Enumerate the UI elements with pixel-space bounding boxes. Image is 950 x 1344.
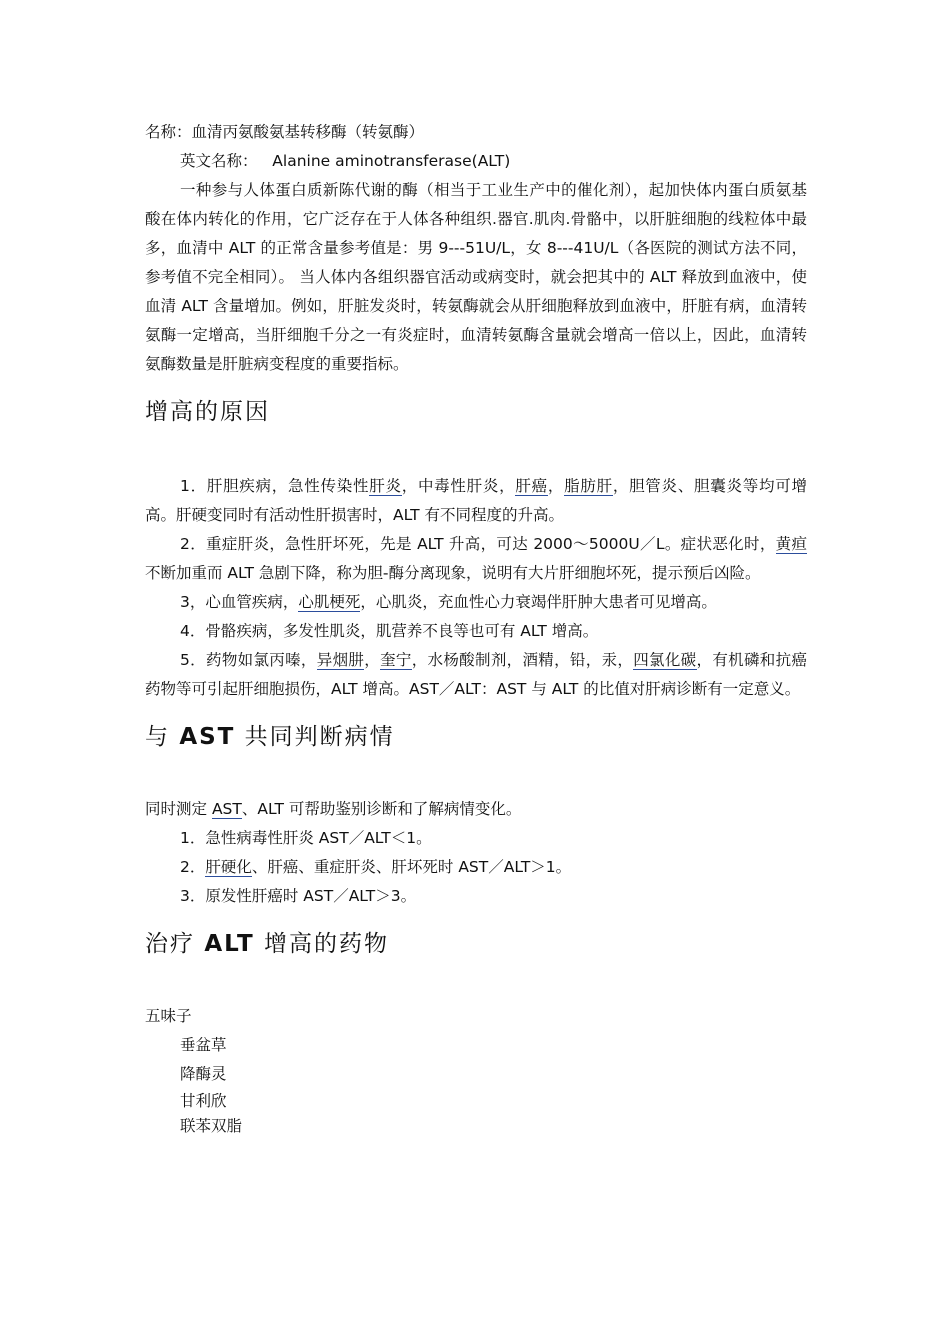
text-segment: ，水杨酸制剂，酒精，铅，汞， bbox=[411, 651, 634, 669]
link-carbon-tetrachloride[interactable]: 四氯化碳 bbox=[633, 651, 697, 669]
cause-item-1 bbox=[145, 472, 807, 530]
heading-text: 增高的药物 bbox=[254, 931, 389, 957]
heading-text: 共同判断病情 bbox=[235, 724, 395, 750]
link-quinine[interactable]: 奎宁 bbox=[380, 651, 412, 669]
english-name-label: 英文名称： bbox=[180, 152, 258, 170]
name-line: 名称：血清丙氨酸氨基转移酶（转氨酶） bbox=[145, 123, 425, 141]
link-ast[interactable]: AST bbox=[211, 800, 242, 818]
cause-item-5 bbox=[145, 646, 807, 704]
text-segment: 1．肝胆疾病，急性传染性 bbox=[180, 477, 370, 495]
text-segment: 3，心血管疾病， bbox=[180, 593, 299, 611]
causes-heading: 增高的原因 bbox=[145, 399, 270, 425]
ast-item-3: 3．原发性肝癌时 AST／ALT＞3。 bbox=[180, 887, 417, 905]
link-myocardial-infarction[interactable]: 心肌梗死 bbox=[298, 593, 361, 611]
heading-bold-text: ALT bbox=[204, 931, 255, 957]
text-segment: ，有机磷和抗癌药物等可引起肝细胞损伤，ALT 增高。AST／ALT：AST 与 ALT 的比值对肝病诊断有一定意义。 bbox=[145, 651, 807, 698]
text-segment: 、肝癌、重症肝炎、肝坏死时 AST／ALT＞1。 bbox=[251, 858, 572, 876]
link-fatty-liver[interactable]: 脂肪肝 bbox=[564, 477, 613, 495]
drug-item-4: 甘利欣 bbox=[180, 1092, 227, 1110]
link-cirrhosis[interactable]: 肝硬化 bbox=[205, 858, 252, 876]
text-segment: 、ALT 可帮助鉴别诊断和了解病情变化。 bbox=[241, 800, 522, 818]
drug-item-2: 垂盆草 bbox=[180, 1036, 227, 1054]
text-segment: 2． bbox=[180, 858, 206, 876]
cause-item-3 bbox=[145, 588, 807, 617]
text-segment: ，中毒性肝炎， bbox=[401, 477, 516, 495]
link-jaundice[interactable]: 黄疸 bbox=[775, 535, 807, 553]
document-body bbox=[145, 118, 807, 1139]
english-name: Alanine aminotransferase(ALT) bbox=[272, 152, 511, 170]
intro-paragraph: 一种参与人体蛋白质新陈代谢的酶（相当于工业生产中的催化剂），起加快体内蛋白质氨基酸在体内转化的作用，它广泛存在于人体各种组织.器官.肌肉.骨骼中，以肝脏细胞的线粒体中最多，血清中 ALT 的正常含量参考值是：男 9---51U/L，女 8---41U/L（各医院的测试方法不同，参考值不完全相同）。 当人体内各组织器官活动或病变时，就会把其中的 ALT 释放到血液中，使血清 ALT 含量增加。例如，肝脏发炎时，转氨酶就会从肝细胞释放到血液中，肝脏有病，血清转氨酶一定增高，当肝细胞千分之一有炎症时，血清转氨酶含量就会增高一倍以上，因此，血清转氨酶数量是肝脏病变程度的重要指标。 bbox=[145, 181, 807, 373]
link-hepatitis[interactable]: 肝炎 bbox=[369, 477, 402, 495]
cause-item-2 bbox=[145, 530, 807, 588]
drug-item-3: 降酶灵 bbox=[180, 1065, 227, 1083]
text-segment: 不断加重而 ALT 急剧下降，称为胆-酶分离现象，说明有大片肝细胞坏死，提示预后凶险。 bbox=[145, 564, 761, 582]
text-segment: 2．重症肝炎，急性肝坏死，先是 ALT 升高，可达 2000～5000U／L。症状恶化时， bbox=[180, 535, 776, 553]
link-liver-cancer[interactable]: 肝癌 bbox=[515, 477, 548, 495]
text-segment: 5．药物如氯丙嗪， bbox=[180, 651, 317, 669]
ast-lead bbox=[145, 795, 807, 824]
ast-item-2 bbox=[145, 853, 807, 882]
heading-text: 与 bbox=[145, 724, 180, 750]
link-isoniazid[interactable]: 异烟肼 bbox=[316, 651, 365, 669]
heading-text: 治疗 bbox=[145, 931, 205, 957]
text-segment: ，胆管炎、胆囊炎等均可增高。肝硬变同时有活动性肝损害时，ALT 有不同程度的升高。 bbox=[145, 477, 807, 524]
ast-item-1: 1．急性病毒性肝炎 AST／ALT＜1。 bbox=[180, 829, 432, 847]
ast-heading bbox=[145, 718, 807, 751]
text-segment: 同时测定 bbox=[145, 800, 212, 818]
drugs-heading bbox=[145, 925, 807, 958]
text-segment: ，心肌炎，充血性心力衰竭伴肝肿大患者可见增高。 bbox=[360, 593, 717, 611]
english-name-line bbox=[145, 147, 807, 176]
drug-item-5: 联苯双脂 bbox=[180, 1117, 243, 1135]
heading-bold-text: AST bbox=[179, 724, 236, 750]
drug-item-1: 五味子 bbox=[145, 1007, 192, 1025]
cause-item-4: 4．骨骼疾病，多发性肌炎，肌营养不良等也可有 ALT 增高。 bbox=[180, 622, 599, 640]
text-segment: ， bbox=[547, 477, 565, 495]
text-segment: ， bbox=[364, 651, 381, 669]
